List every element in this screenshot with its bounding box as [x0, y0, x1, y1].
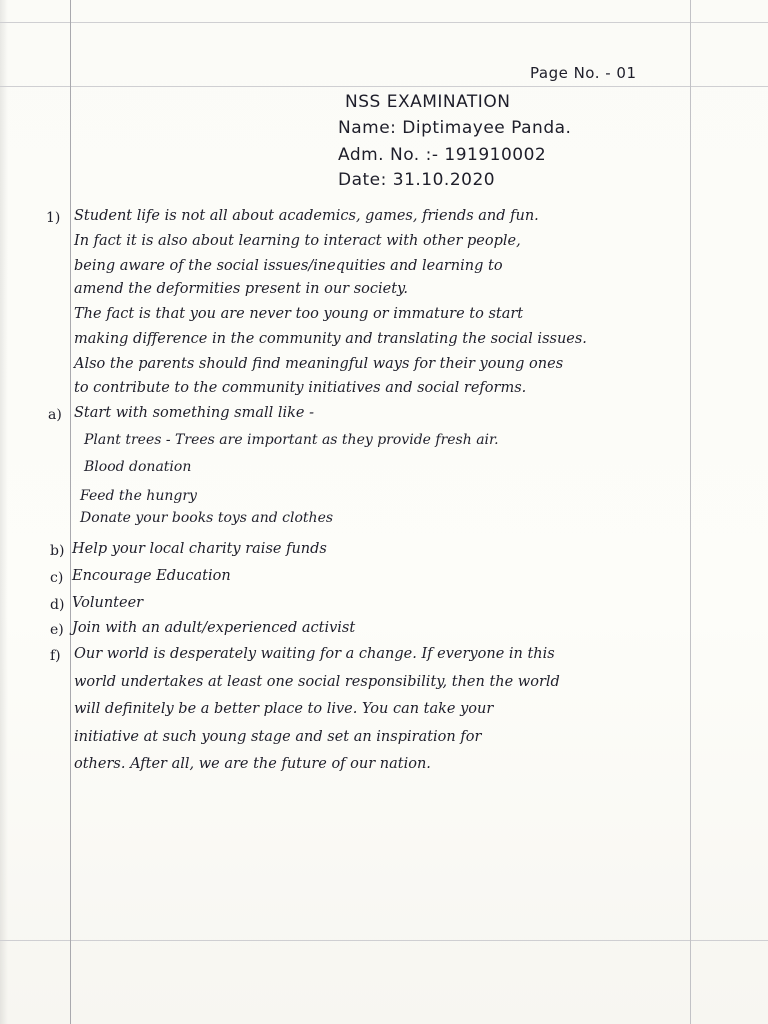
point-c-marker: c)	[50, 570, 64, 586]
answer-line: The fact is that you are never too young or immature to start	[74, 306, 524, 322]
answer-line: being aware of the social issues/inequities and learning to	[74, 258, 503, 274]
ruled-line-header	[0, 86, 768, 87]
answer-line: making difference in the community and translating the social issues.	[74, 331, 587, 347]
conclusion-line: Our world is desperately waiting for a change. If everyone in this	[74, 646, 555, 662]
answer-line: amend the deformities present in our society.	[74, 281, 408, 297]
student-name: Name: Diptimayee Panda.	[338, 118, 572, 138]
point-a-item: Plant trees - Trees are important as they provide fresh air.	[84, 432, 499, 448]
admission-number: Adm. No. :- 191910002	[338, 145, 547, 165]
page-edge-shadow	[0, 0, 8, 1024]
point-d-text: Volunteer	[72, 595, 144, 611]
point-e-text: Join with an adult/experienced activist	[72, 620, 356, 636]
exam-date: Date: 31.10.2020	[338, 170, 496, 190]
ruled-line-bottom	[0, 940, 768, 941]
point-f-marker: f)	[50, 648, 61, 664]
point-d-marker: d)	[50, 597, 65, 613]
conclusion-line: initiative at such young stage and set an inspiration for	[74, 729, 482, 745]
point-b-marker: b)	[50, 543, 65, 559]
answer-line: to contribute to the community initiatives and social reforms.	[74, 380, 527, 396]
exam-title: NSS EXAMINATION	[345, 92, 511, 112]
point-a-text: Start with something small like -	[74, 405, 315, 421]
point-a-item: Donate your books toys and clothes	[80, 510, 334, 526]
conclusion-line: others. After all, we are the future of our nation.	[74, 756, 431, 772]
point-e-marker: e)	[50, 622, 64, 638]
conclusion-line: will definitely be a better place to live. You can take your	[74, 701, 494, 717]
point-a-marker: a)	[48, 407, 62, 423]
answer-line: In fact it is also about learning to interact with other people,	[74, 233, 521, 249]
ruled-line-top	[0, 22, 768, 23]
point-a-item: Blood donation	[84, 459, 192, 475]
right-margin-line	[690, 0, 691, 1024]
answer-line: Student life is not all about academics, games, friends and fun.	[74, 208, 539, 224]
left-margin-line	[70, 0, 71, 1024]
point-c-text: Encourage Education	[72, 568, 231, 584]
point-a-item: Feed the hungry	[80, 488, 197, 504]
question-marker: 1)	[46, 210, 61, 226]
answer-line: Also the parents should find meaningful ways for their young ones	[74, 356, 564, 372]
conclusion-line: world undertakes at least one social responsibility, then the world	[74, 674, 560, 690]
point-b-text: Help your local charity raise funds	[72, 541, 327, 557]
page-number: Page No. - 01	[530, 64, 637, 82]
